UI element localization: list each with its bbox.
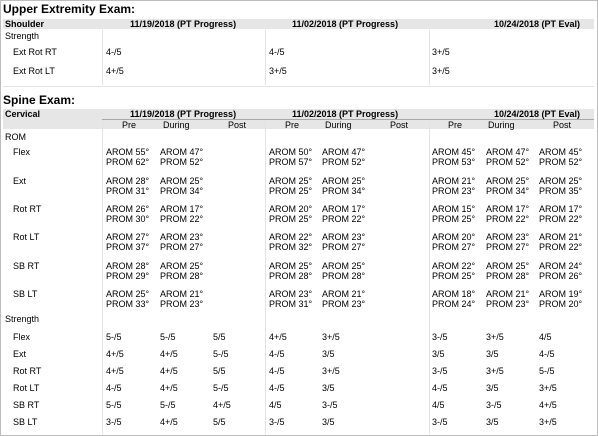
upper-col-divider: [429, 30, 430, 85]
subcol-header: Post: [390, 120, 409, 130]
spine-col-divider: [265, 120, 266, 434]
prom-value: PROM 22°: [539, 214, 583, 224]
strength-value: 3-/5: [432, 417, 448, 427]
prom-value: PROM 25°: [432, 214, 476, 224]
arom-value: AROM 25°: [269, 261, 313, 271]
prom-value: PROM 25°: [269, 214, 313, 224]
strength-value: 4+/5: [160, 366, 178, 376]
prom-value: PROM 27°: [432, 242, 476, 252]
arom-value: AROM 25°: [539, 176, 583, 186]
strength-value: 3/5: [322, 383, 335, 393]
strength-value: 3+/5: [539, 383, 557, 393]
strength-value: 4/5: [432, 400, 445, 410]
prom-value: PROM 20°: [539, 299, 583, 309]
arom-value: AROM 28°: [106, 261, 150, 271]
prom-value: PROM 23°: [322, 299, 366, 309]
subcol-header: Pre: [285, 120, 300, 130]
upper-section-label: Shoulder: [5, 19, 45, 29]
arom-value: AROM 23°: [322, 232, 366, 242]
prom-value: PROM 31°: [106, 186, 150, 196]
rom-row-label: SB RT: [13, 261, 40, 271]
strength-row-label: SB RT: [13, 400, 40, 410]
strength-value: 3-/5: [432, 332, 448, 342]
strength-value: 5-/5: [106, 400, 122, 410]
prom-value: PROM 35°: [539, 186, 583, 196]
strength-value: 5-/5: [160, 332, 176, 342]
upper-exam-title: Upper Extremity Exam:: [3, 2, 136, 16]
arom-value: AROM 25°: [322, 176, 366, 186]
rom-label: ROM: [5, 132, 26, 142]
prom-value: PROM 33°: [106, 299, 150, 309]
arom-value: AROM 25°: [322, 261, 366, 271]
upper-date-3: 10/24/2018 (PT Eval): [494, 19, 581, 29]
prom-value: PROM 26°: [539, 271, 583, 281]
arom-value: AROM 26°: [106, 204, 150, 214]
strength-value: 4+/5: [213, 400, 231, 410]
arom-value: AROM 23°: [269, 289, 313, 299]
arom-value: AROM 17°: [160, 204, 204, 214]
strength-value: 3/5: [432, 349, 445, 359]
spine-section-label: Cervical: [5, 109, 41, 119]
prom-value: PROM 23°: [160, 299, 204, 309]
strength-value: 4+/5: [160, 383, 178, 393]
spine-strength-label: Strength: [5, 314, 40, 324]
prom-value: PROM 23°: [486, 299, 530, 309]
strength-value: 3+/5: [322, 366, 340, 376]
strength-value: 4/5: [269, 400, 282, 410]
spine-col-divider: [429, 120, 430, 434]
arom-value: AROM 28°: [106, 176, 150, 186]
subcol-header: During: [488, 120, 515, 130]
strength-value: 4+/5: [269, 332, 287, 342]
strength-value: 4-/5: [106, 47, 122, 57]
prom-value: PROM 24°: [432, 299, 476, 309]
arom-value: AROM 47°: [486, 147, 530, 157]
strength-value: 5-/5: [213, 349, 229, 359]
arom-value: AROM 17°: [539, 204, 583, 214]
row-label: Ext Rot RT: [13, 47, 57, 57]
strength-value: 3-/5: [432, 366, 448, 376]
prom-value: PROM 28°: [486, 271, 530, 281]
upper-strength-label: Strength: [5, 31, 40, 41]
strength-value: 4-/5: [432, 383, 448, 393]
prom-value: PROM 29°: [106, 271, 150, 281]
strength-value: 4-/5: [106, 383, 122, 393]
arom-value: AROM 17°: [322, 204, 366, 214]
arom-value: AROM 22°: [432, 261, 476, 271]
arom-value: AROM 23°: [486, 232, 530, 242]
prom-value: PROM 52°: [160, 157, 204, 167]
arom-value: AROM 21°: [160, 289, 204, 299]
arom-value: AROM 21°: [486, 289, 530, 299]
arom-value: AROM 21°: [432, 176, 476, 186]
arom-value: AROM 17°: [486, 204, 530, 214]
prom-value: PROM 22°: [486, 214, 530, 224]
strength-value: 4+/5: [106, 366, 124, 376]
spine-exam-title: Spine Exam:: [3, 93, 76, 107]
subcol-header: Pre: [122, 120, 137, 130]
prom-value: PROM 25°: [432, 271, 476, 281]
section-divider: [3, 86, 594, 87]
arom-value: AROM 45°: [432, 147, 476, 157]
arom-value: AROM 47°: [160, 147, 204, 157]
rom-row-label: SB LT: [13, 289, 38, 299]
arom-value: AROM 20°: [269, 204, 313, 214]
strength-value: 5/5: [213, 417, 226, 427]
strength-value: 3+/5: [432, 47, 450, 57]
strength-value: 3+/5: [269, 66, 287, 76]
prom-value: PROM 34°: [486, 186, 530, 196]
rom-row-label: Ext: [13, 176, 27, 186]
arom-value: AROM 25°: [160, 176, 204, 186]
subcol-header: Post: [553, 120, 572, 130]
strength-value: 3/5: [486, 383, 499, 393]
strength-value: 3-/5: [269, 417, 285, 427]
strength-value: 4+/5: [160, 417, 178, 427]
rom-row-label: Rot LT: [13, 232, 40, 242]
prom-value: PROM 23°: [432, 186, 476, 196]
strength-value: 4/5: [539, 332, 552, 342]
arom-value: AROM 47°: [322, 147, 366, 157]
arom-value: AROM 25°: [486, 261, 530, 271]
strength-value: 4-/5: [269, 383, 285, 393]
subcol-header: During: [163, 120, 190, 130]
prom-value: PROM 28°: [160, 271, 204, 281]
strength-value: 4+/5: [106, 349, 124, 359]
strength-value: 3+/5: [486, 332, 504, 342]
arom-value: AROM 22°: [269, 232, 313, 242]
arom-value: AROM 45°: [539, 147, 583, 157]
strength-value: 3/5: [486, 349, 499, 359]
arom-value: AROM 24°: [539, 261, 583, 271]
prom-value: PROM 30°: [106, 214, 150, 224]
prom-value: PROM 37°: [106, 242, 150, 252]
arom-value: AROM 25°: [106, 289, 150, 299]
prom-value: PROM 25°: [269, 186, 313, 196]
strength-value: 3+/5: [322, 332, 340, 342]
strength-row-label: SB LT: [13, 417, 38, 427]
subcol-header: Pre: [448, 120, 463, 130]
prom-value: PROM 22°: [539, 242, 583, 252]
strength-value: 3/5: [322, 417, 335, 427]
arom-value: AROM 55°: [106, 147, 150, 157]
spine-date-3: 10/24/2018 (PT Eval): [494, 109, 581, 119]
strength-value: 4+/5: [539, 400, 557, 410]
strength-value: 5-/5: [106, 332, 122, 342]
arom-value: AROM 25°: [160, 261, 204, 271]
upper-date-2: 11/02/2018 (PT Progress): [292, 19, 399, 29]
spine-date-2: 11/02/2018 (PT Progress): [292, 109, 399, 119]
prom-value: PROM 32°: [269, 242, 313, 252]
spine-col-divider: [102, 120, 103, 434]
prom-value: PROM 52°: [322, 157, 366, 167]
arom-value: AROM 27°: [106, 232, 150, 242]
row-label: Ext Rot LT: [13, 66, 55, 76]
strength-value: 4+/5: [160, 349, 178, 359]
upper-col-divider: [265, 30, 266, 85]
strength-row-label: Ext: [13, 349, 27, 359]
strength-value: 5-/5: [160, 400, 176, 410]
prom-value: PROM 27°: [322, 242, 366, 252]
strength-row-label: Rot RT: [13, 366, 42, 376]
arom-value: AROM 15°: [432, 204, 476, 214]
strength-row-label: Rot LT: [13, 383, 40, 393]
spine-date-1: 11/19/2018 (PT Progress): [130, 109, 237, 119]
strength-value: 3+/5: [539, 417, 557, 427]
arom-value: AROM 23°: [160, 232, 204, 242]
arom-value: AROM 25°: [486, 176, 530, 186]
strength-value: 4+/5: [106, 66, 124, 76]
strength-value: 4-/5: [269, 349, 285, 359]
arom-value: AROM 19°: [539, 289, 583, 299]
strength-value: 3+/5: [486, 366, 504, 376]
arom-value: AROM 50°: [269, 147, 313, 157]
prom-value: PROM 28°: [269, 271, 313, 281]
arom-value: AROM 25°: [269, 176, 313, 186]
strength-value: 4-/5: [539, 349, 555, 359]
prom-value: PROM 34°: [160, 186, 204, 196]
rom-row-label: Flex: [13, 147, 31, 157]
strength-value: 5/5: [213, 366, 226, 376]
strength-value: 3/5: [486, 417, 499, 427]
prom-value: PROM 53°: [432, 157, 476, 167]
prom-value: PROM 22°: [160, 214, 204, 224]
upper-date-1: 11/19/2018 (PT Progress): [130, 19, 237, 29]
upper-col-divider: [102, 30, 103, 85]
arom-value: AROM 21°: [539, 232, 583, 242]
prom-value: PROM 31°: [269, 299, 313, 309]
strength-value: 5-/5: [213, 383, 229, 393]
arom-value: AROM 18°: [432, 289, 476, 299]
strength-value: 3/5: [322, 349, 335, 359]
strength-value: 3-/5: [486, 400, 502, 410]
prom-value: PROM 22°: [322, 214, 366, 224]
prom-value: PROM 52°: [486, 157, 530, 167]
strength-value: 3-/5: [322, 400, 338, 410]
strength-value: 4-/5: [269, 366, 285, 376]
prom-value: PROM 57°: [269, 157, 313, 167]
prom-value: PROM 28°: [322, 271, 366, 281]
strength-value: 5-/5: [539, 366, 555, 376]
strength-row-label: Flex: [13, 332, 31, 342]
prom-value: PROM 34°: [322, 186, 366, 196]
prom-value: PROM 27°: [486, 242, 530, 252]
subcol-header: Post: [228, 120, 247, 130]
prom-value: PROM 62°: [106, 157, 150, 167]
strength-value: 5/5: [213, 332, 226, 342]
prom-value: PROM 52°: [539, 157, 583, 167]
subcol-header: During: [325, 120, 352, 130]
strength-value: 3-/5: [106, 417, 122, 427]
arom-value: AROM 20°: [432, 232, 476, 242]
arom-value: AROM 21°: [322, 289, 366, 299]
strength-value: 3+/5: [432, 66, 450, 76]
strength-value: 4-/5: [269, 47, 285, 57]
prom-value: PROM 27°: [160, 242, 204, 252]
rom-row-label: Rot RT: [13, 204, 42, 214]
